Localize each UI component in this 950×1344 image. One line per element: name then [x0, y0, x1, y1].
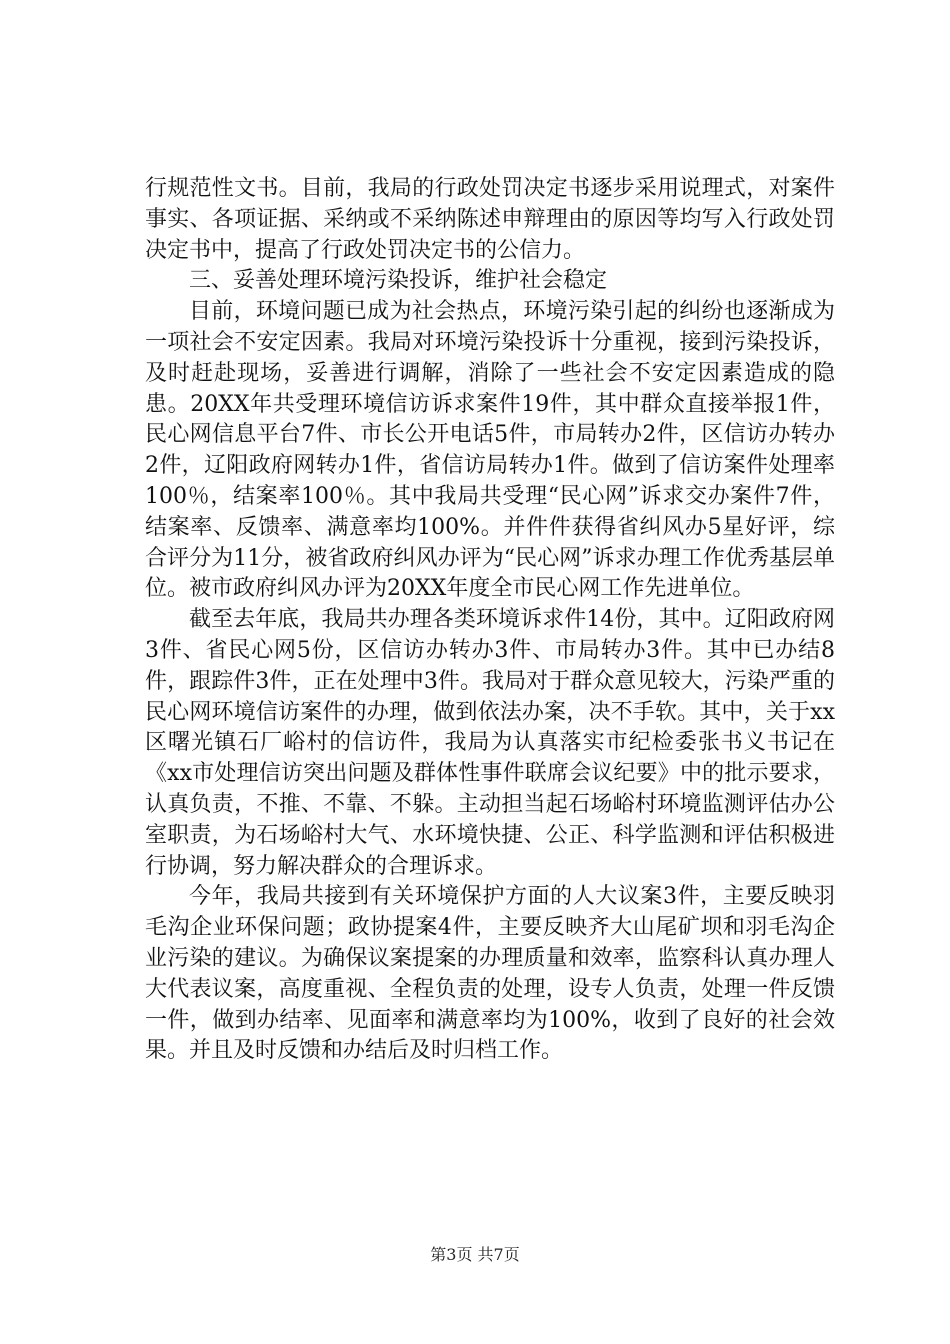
paragraph: 今年，我局共接到有关环境保护方面的人大议案3件，主要反映羽毛沟企业环保问题；政协提案4件，主要反映齐大山尾矿坝和羽毛沟企业污染的建议。为确保议案提案的办理质量和效率，监察科认真办理人大代表议案，高度重视、全程负责的处理，设专人负责，处理一件反馈一件，做到办结率、见面率和满意率均为100%，收到了良好的社会效果。并且及时反馈和办结后及时归档工作。 — [145, 884, 835, 1064]
paragraph: 目前，环境问题已成为社会热点，环境污染引起的纠纷也逐渐成为一项社会不安定因素。我局对环境污染投诉十分重视，接到污染投诉，及时赶赴现场，妥善进行调解，消除了一些社会不安定因素造成的隐患。20XX年共受理环境信访诉求案件19件，其中群众直接举报1件，民心网信息平台7件、市长公开电话5件，市局转办2件，区信访办转办2件，辽阳政府网转办1件，省信访局转办1件。做到了信访案件处理率100％，结案率100％。其中我局共受理“民心网”诉求交办案件7件，结案率、反馈率、满意率均100%。并件件获得省纠风办5星好评，综合评分为11分，被省政府纠风办评为“民心网”诉求办理工作优秀基层单位。被市政府纠风办评为20XX年度全市民心网工作先进单位。 — [145, 299, 835, 602]
page-number: 第3页 共7页 — [430, 1245, 520, 1264]
paragraph-continuation: 行规范性文书。目前，我局的行政处罚决定书逐步采用说理式，对案件事实、各项证据、采纳或不采纳陈述申辩理由的原因等均写入行政处罚决定书中，提高了行政处罚决定书的公信力。 — [145, 176, 835, 263]
paragraph: 截至去年底，我局共办理各类环境诉求件14份，其中。辽阳政府网3件、省民心网5份，区信访办转办3件、市局转办3件。其中已办结8件，跟踪件3件，正在处理中3件。我局对于群众意见较大，污染严重的民心网环境信访案件的办理，做到依法办案，决不手软。其中，关于xx区曙光镇石厂峪村的信访件，我局为认真落实市纪检委张书义书记在《xx市处理信访突出问题及群体性事件联席会议纪要》中的批示要求，认真负责，不推、不靠、不躲。主动担当起石场峪村环境监测评估办公室职责，为石场峪村大气、水环境快捷、公正、科学监测和评估积极进行协调，努力解决群众的合理诉求。 — [145, 607, 835, 879]
document-body — [145, 174, 835, 1067]
section-heading: 三、妥善处理环境污染投诉，维护社会稳定 — [189, 268, 608, 294]
